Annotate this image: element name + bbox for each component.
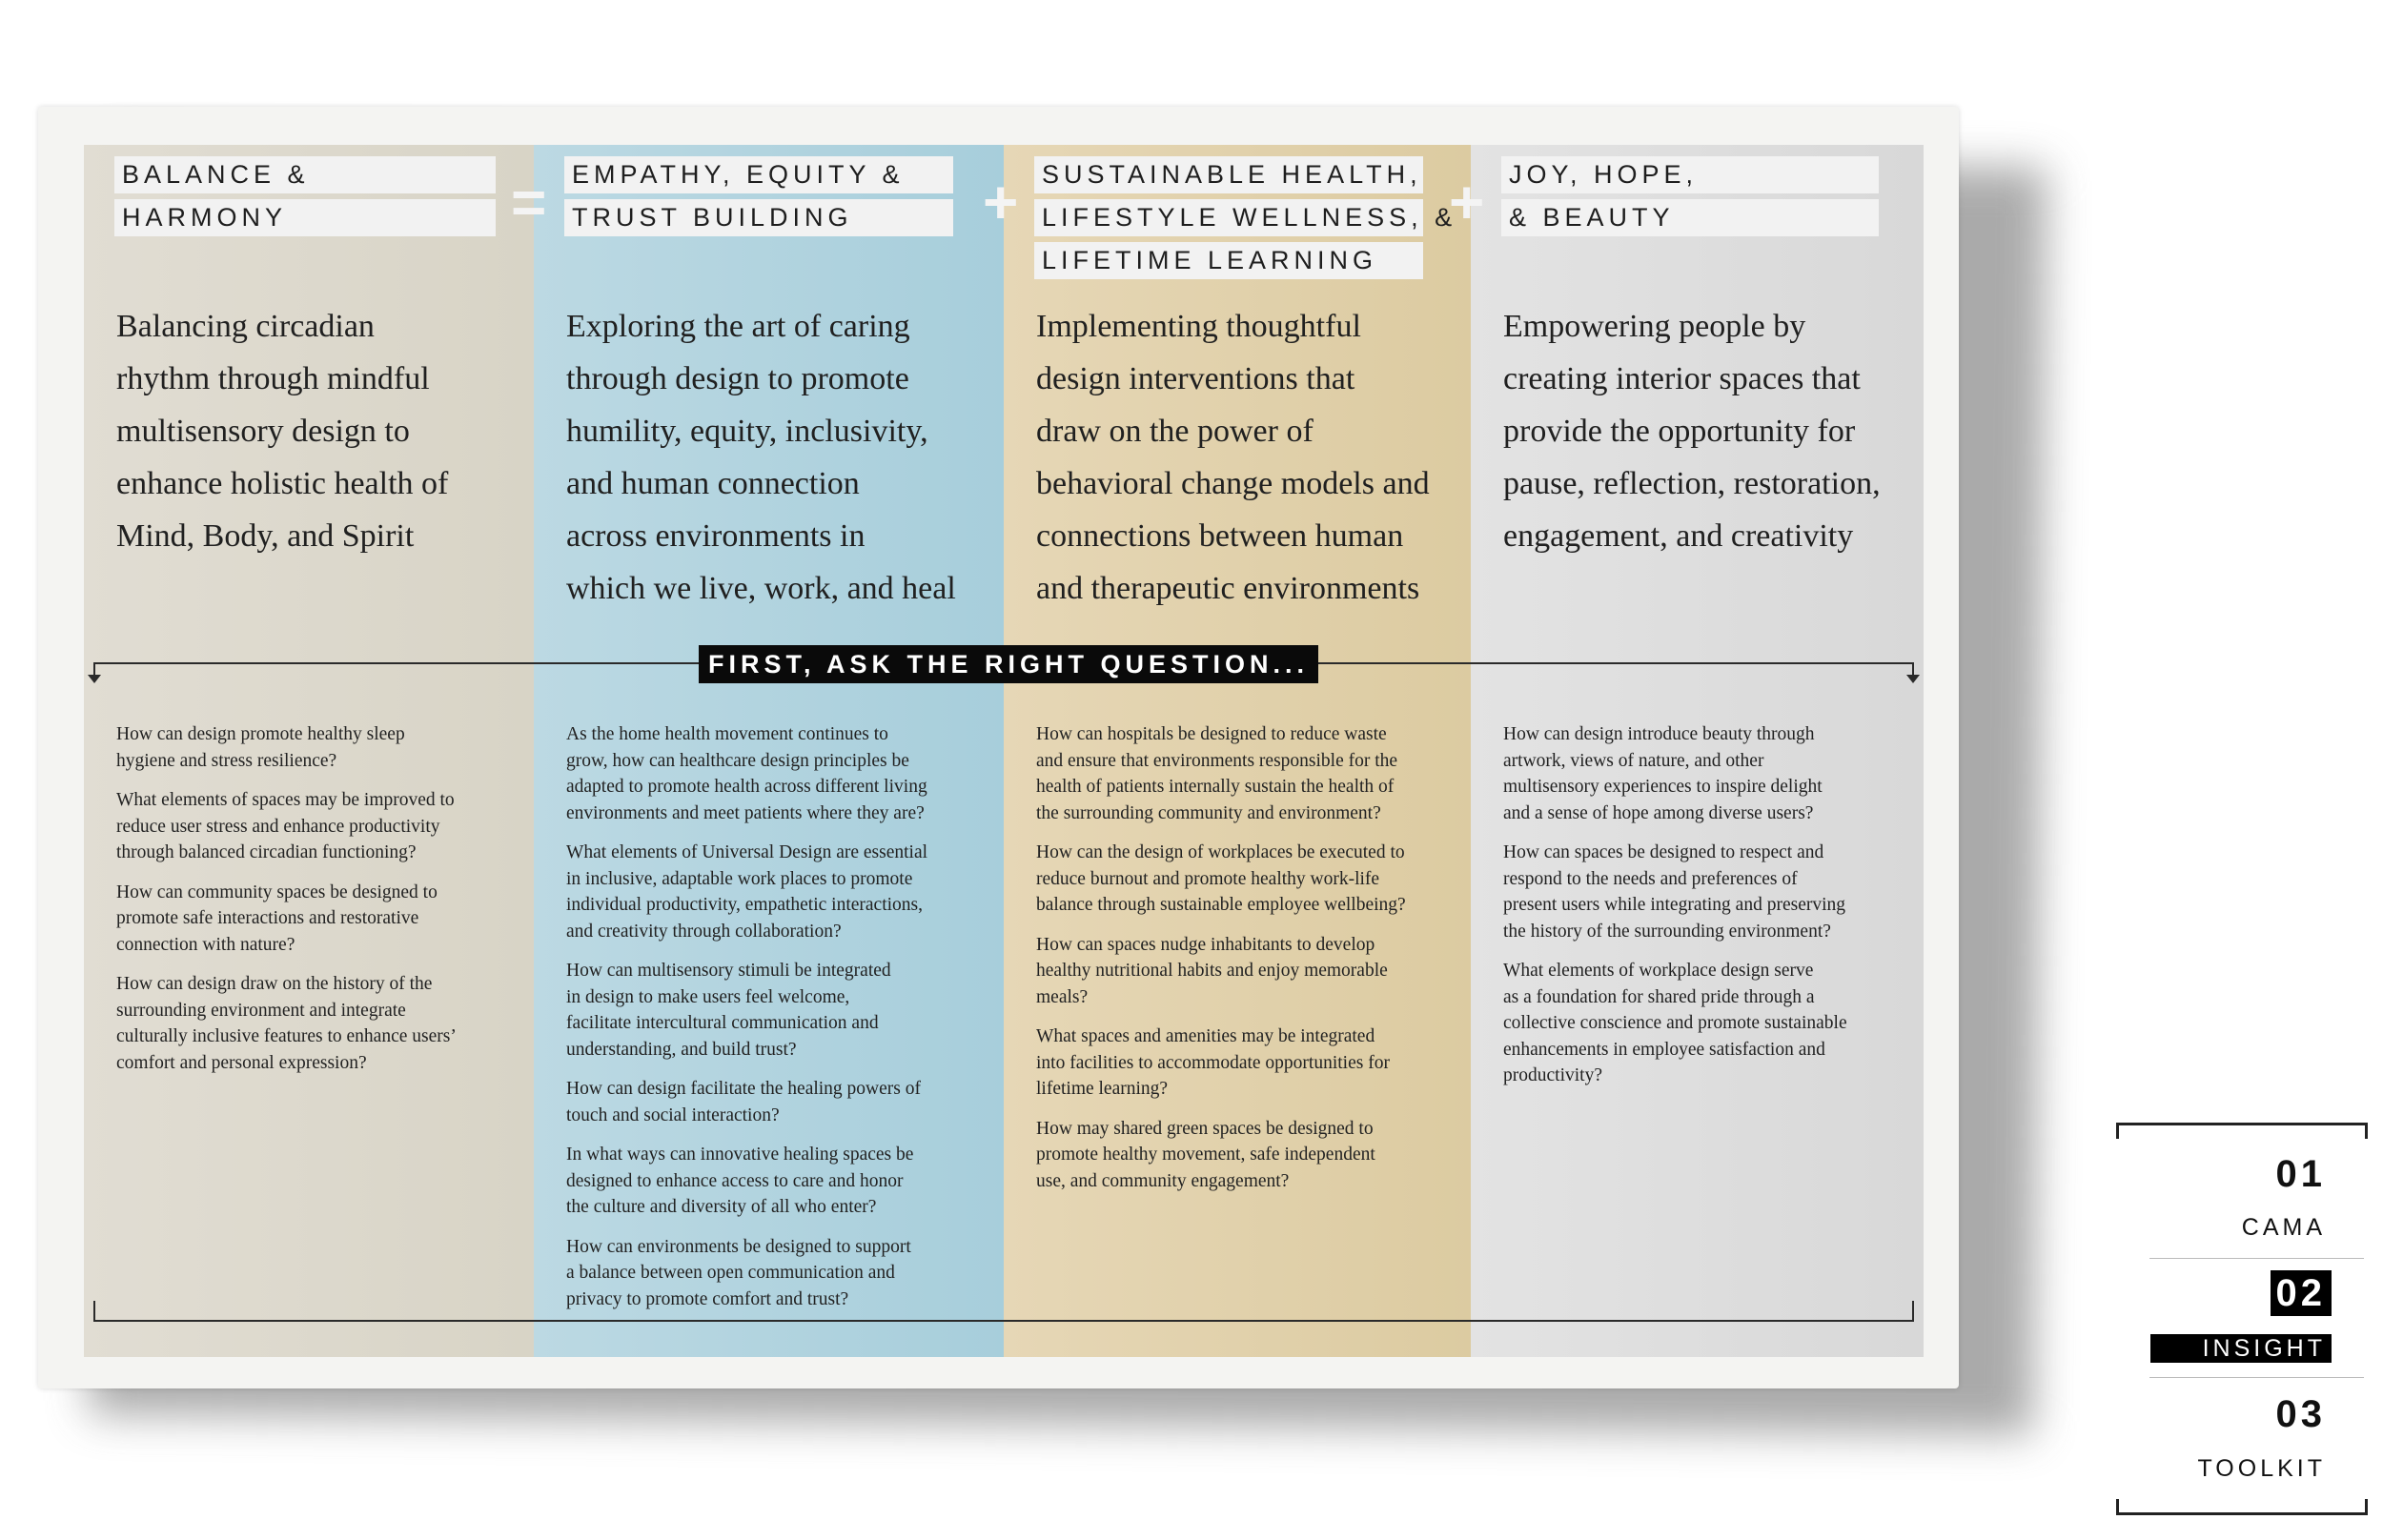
heading-line: TRUST BUILDING	[564, 199, 953, 236]
nav-label-insight[interactable]: INSIGHT	[2150, 1334, 2332, 1363]
intro-line: multisensory design to	[116, 414, 410, 449]
intro-line: engagement, and creativity	[1503, 518, 1854, 554]
intro-line: and human connection	[566, 466, 860, 501]
nav-label-toolkit[interactable]: TOOLKIT	[2197, 1455, 2326, 1482]
question-line: present users while integrating and preserving	[1503, 895, 1846, 915]
equals-sign: =	[511, 168, 547, 236]
heading-line: SUSTAINABLE HEALTH,	[1034, 156, 1423, 193]
intro-line: Empowering people by	[1503, 309, 1806, 344]
question-line: enhancements in employee satisfaction and	[1503, 1039, 1825, 1060]
intro-line: Balancing circadian	[116, 309, 375, 344]
question-line: and creativity through collaboration?	[566, 921, 842, 942]
intro-line: rhythm through mindful	[116, 361, 430, 396]
question-line: collective conscience and promote sustainable	[1503, 1013, 1847, 1033]
column-joy-hope	[1471, 145, 1924, 1357]
intro-line: design interventions that	[1036, 361, 1355, 396]
column-intro	[116, 300, 536, 562]
intro-line: across environments in	[566, 518, 866, 554]
heading-line: BALANCE &	[114, 156, 496, 193]
column-heading	[564, 156, 953, 242]
framework-board	[84, 145, 1924, 1357]
question-line: adapted to promote health across different living	[566, 777, 927, 797]
question-item	[566, 958, 967, 1063]
question-line: designed to enhance access to care and honor	[566, 1170, 904, 1191]
nav-label-cama[interactable]: CAMA	[2241, 1214, 2326, 1241]
bottom-bracket	[93, 1320, 1914, 1322]
arrow-down-icon	[88, 675, 101, 683]
question-line: connection with nature?	[116, 934, 295, 955]
question-line: How can design introduce beauty through	[1503, 724, 1815, 744]
question-line: touch and social interaction?	[566, 1104, 780, 1125]
heading-line: & BEAUTY	[1501, 199, 1879, 236]
question-line: balance through sustainable employee wellbeing?	[1036, 895, 1406, 915]
question-line: health of patients internally sustain the health of	[1036, 777, 1395, 797]
intro-line: and therapeutic environments	[1036, 571, 1420, 606]
question-item	[566, 840, 967, 944]
question-line: as a foundation for shared pride through a	[1503, 986, 1815, 1007]
question-line: comfort and personal expression?	[116, 1052, 367, 1073]
question-line: How can spaces nudge inhabitants to develop	[1036, 934, 1375, 955]
question-line: hygiene and stress resilience?	[116, 750, 337, 771]
intro-line: through design to promote	[566, 361, 909, 396]
question-line: How can community spaces be designed to	[116, 881, 438, 902]
intro-line: behavioral change models and	[1036, 466, 1430, 501]
intro-line: Exploring the art of caring	[566, 309, 910, 344]
column-heading	[1501, 156, 1879, 242]
question-line: How can design facilitate the healing powers of	[566, 1079, 921, 1099]
question-list	[116, 721, 517, 1089]
question-item	[1503, 958, 1904, 1089]
question-line: the history of the surrounding environment?	[1503, 921, 1831, 942]
question-line: How can spaces be designed to respect and	[1503, 842, 1824, 862]
question-line: in inclusive, adaptable work places to promote	[566, 868, 913, 889]
nav-num-insight[interactable]: 02	[2271, 1270, 2332, 1316]
question-line: How can design promote healthy sleep	[116, 724, 405, 744]
plus-sign: +	[983, 168, 1019, 236]
question-item	[116, 787, 517, 866]
question-item	[1036, 840, 1436, 919]
intro-line: which we live, work, and heal	[566, 571, 956, 606]
question-line: grow, how can healthcare design principles be	[566, 750, 909, 771]
column-intro	[1036, 300, 1456, 615]
question-item	[1503, 721, 1904, 826]
question-line: promote safe interactions and restorative	[116, 908, 419, 928]
column-balance-harmony	[84, 145, 534, 1357]
question-item	[1503, 840, 1904, 944]
question-line: surrounding environment and integrate	[116, 1000, 406, 1021]
question-line: What spaces and amenities may be integrated	[1036, 1026, 1375, 1046]
question-item	[116, 721, 517, 774]
arrow-down-icon	[1906, 675, 1920, 683]
question-item	[1036, 932, 1436, 1011]
intro-line: pause, reflection, restoration,	[1503, 466, 1881, 501]
question-item	[566, 1142, 967, 1221]
question-line: reduce user stress and enhance productivity	[116, 816, 440, 837]
intro-line: connections between human	[1036, 518, 1404, 554]
heading-line: HARMONY	[114, 199, 496, 236]
question-line: reduce burnout and promote healthy work-life	[1036, 868, 1380, 889]
intro-line: provide the opportunity for	[1503, 414, 1856, 449]
question-line: facilitate intercultural communication and	[566, 1013, 879, 1033]
question-line: and a sense of hope among diverse users?	[1503, 802, 1814, 823]
intro-line: enhance holistic health of	[116, 466, 449, 501]
heading-line: JOY, HOPE,	[1501, 156, 1879, 193]
question-list	[1036, 721, 1436, 1207]
question-line: What elements of spaces may be improved to	[116, 790, 455, 810]
question-line: What elements of workplace design serve	[1503, 961, 1814, 981]
bottom-tick-left	[93, 1301, 95, 1322]
nav-num-cama[interactable]: 01	[2275, 1153, 2326, 1195]
question-item	[116, 971, 517, 1076]
question-line: through balanced circadian functioning?	[116, 842, 417, 862]
question-line: How can hospitals be designed to reduce waste	[1036, 724, 1387, 744]
column-intro	[566, 300, 986, 615]
question-item	[566, 1234, 967, 1313]
intro-line: Mind, Body, and Spirit	[116, 518, 415, 554]
plus-sign: +	[1449, 168, 1485, 236]
question-line: meals?	[1036, 986, 1089, 1007]
question-line: a balance between open communication and	[566, 1263, 895, 1283]
bottom-tick-right	[1912, 1301, 1914, 1322]
question-line: How can multisensory stimuli be integrated	[566, 961, 891, 981]
question-line: How can environments be designed to support	[566, 1236, 911, 1257]
question-item	[566, 1076, 967, 1128]
nav-separator	[2149, 1258, 2364, 1259]
question-line: respond to the needs and preferences of	[1503, 868, 1798, 889]
question-line: the surrounding community and environment?	[1036, 802, 1381, 823]
question-line: artwork, views of nature, and other	[1503, 750, 1764, 771]
question-line: How can design draw on the history of the	[116, 974, 433, 994]
section-nav	[2116, 1123, 2364, 1513]
heading-line: LIFESTYLE WELLNESS, &	[1034, 199, 1423, 236]
column-sustainable-health	[1004, 145, 1471, 1357]
question-line: use, and community engagement?	[1036, 1170, 1290, 1191]
intro-line: creating interior spaces that	[1503, 361, 1861, 396]
intro-line: draw on the power of	[1036, 414, 1314, 449]
question-item	[116, 880, 517, 959]
question-line: multisensory experiences to inspire delight	[1503, 777, 1823, 797]
intro-line: Implementing thoughtful	[1036, 309, 1361, 344]
question-line: How can the design of workplaces be executed to	[1036, 842, 1405, 862]
question-line: As the home health movement continues to	[566, 724, 888, 744]
column-heading	[1034, 156, 1457, 285]
heading-line: EMPATHY, EQUITY &	[564, 156, 953, 193]
question-item	[566, 721, 967, 826]
question-line: the culture and diversity of all who enter?	[566, 1197, 877, 1217]
intro-line: humility, equity, inclusivity,	[566, 414, 928, 449]
question-line: environments and meet patients where they are?	[566, 802, 925, 823]
question-item	[1036, 721, 1436, 826]
column-heading	[114, 156, 496, 242]
question-line: How may shared green spaces be designed to	[1036, 1118, 1374, 1139]
question-line: individual productivity, empathetic interactions,	[566, 895, 924, 915]
question-list	[1503, 721, 1904, 1103]
heading-line: LIFETIME LEARNING	[1034, 242, 1423, 279]
question-line: and ensure that environments responsible for the	[1036, 750, 1398, 771]
question-item	[1036, 1023, 1436, 1103]
question-line: privacy to promote comfort and trust?	[566, 1288, 849, 1309]
nav-bracket-top	[2116, 1123, 2368, 1139]
question-item	[1036, 1116, 1436, 1195]
question-line: understanding, and build trust?	[566, 1039, 797, 1060]
question-list	[566, 721, 967, 1326]
question-line: lifetime learning?	[1036, 1079, 1169, 1099]
nav-bracket-bottom	[2116, 1499, 2368, 1515]
question-line: productivity?	[1503, 1065, 1602, 1085]
question-line: What elements of Universal Design are essential	[566, 842, 928, 862]
nav-num-toolkit[interactable]: 03	[2275, 1393, 2326, 1435]
question-line: culturally inclusive features to enhance users’	[116, 1026, 457, 1046]
nav-separator	[2149, 1377, 2364, 1378]
question-line: in design to make users feel welcome,	[566, 986, 850, 1007]
question-line: into facilities to accommodate opportunities for	[1036, 1052, 1390, 1073]
question-line: healthy nutritional habits and enjoy memorable	[1036, 961, 1388, 981]
question-line: promote healthy movement, safe independent	[1036, 1145, 1375, 1165]
column-empathy-equity	[534, 145, 1004, 1357]
question-line: In what ways can innovative healing spaces be	[566, 1145, 914, 1165]
column-intro	[1503, 300, 1923, 562]
question-banner: FIRST, ASK THE RIGHT QUESTION...	[699, 645, 1318, 683]
